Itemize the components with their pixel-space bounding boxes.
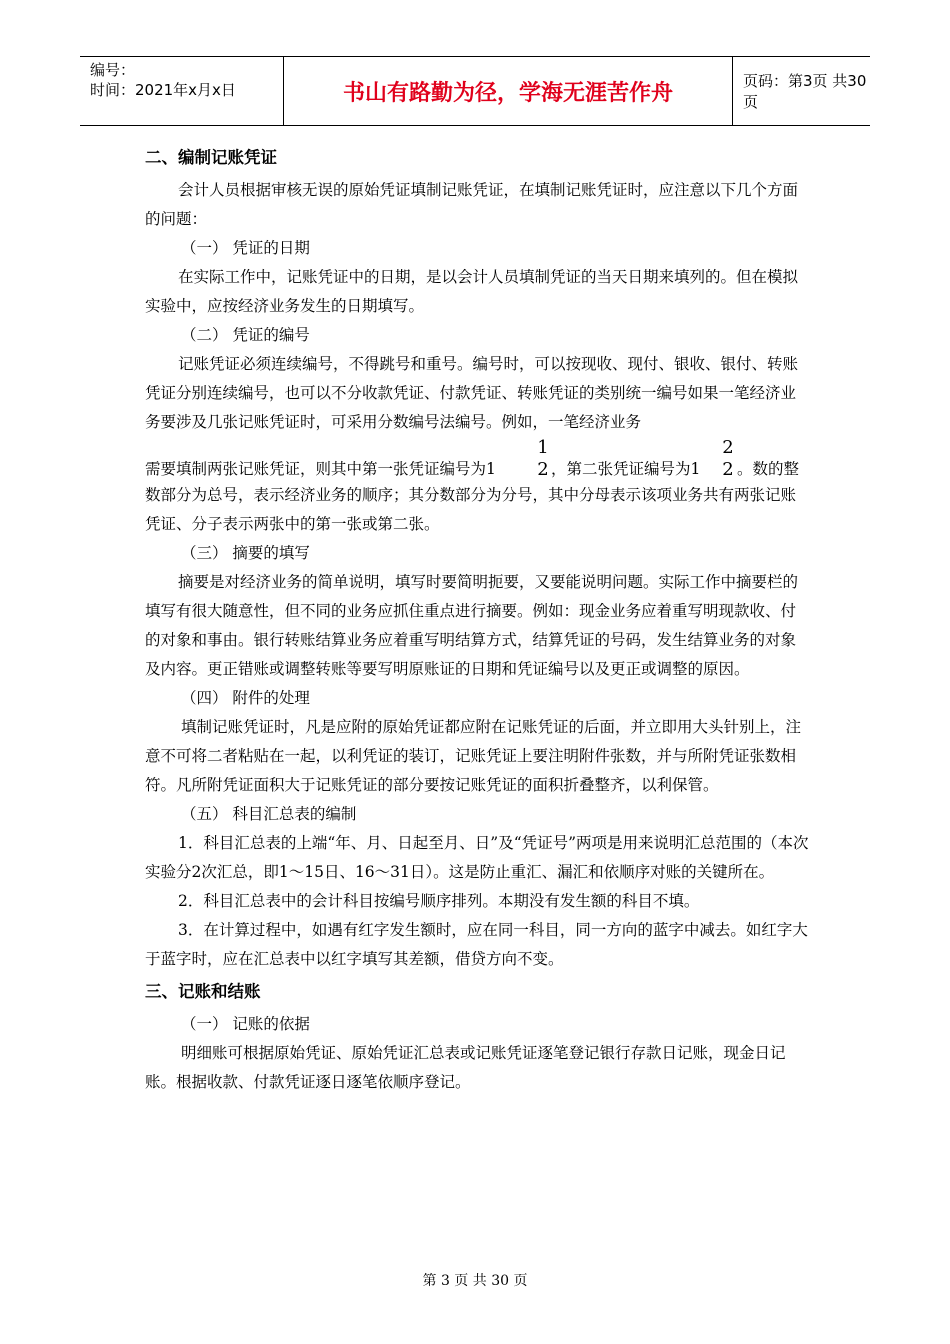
paragraph: 会计人员根据审核无误的原始凭证填制记账凭证，在填制记账凭证时，应注意以下几个方面的问题： bbox=[145, 181, 799, 228]
fraction-numerator: 1 bbox=[537, 437, 549, 458]
paragraph: 摘要是对经济业务的简单说明，填写时要简明扼要，又要能说明问题。实际工作中摘要栏的填写有很大随意性，但不同的业务应抓住重点进行摘要。例如：现金业务应着重写明现款收、付的对象和事由。银行转账结算业务应着重写明结算方式，结算凭证的号码，发生结算业务的对象及内容。更正错账或调整转账等要写明原账证的日期和凭证编号以及更正或调整的原因。 bbox=[145, 573, 799, 678]
fraction-denominator: 2 bbox=[722, 459, 734, 480]
subsection-heading: （二） 凭证的编号 bbox=[181, 326, 310, 344]
paragraph: 明细账可根据原始凭证、原始凭证汇总表或记账凭证逐笔登记银行存款日记账，现金日记账。根据收款、付款凭证逐日逐笔依顺序登记。 bbox=[145, 1044, 786, 1091]
fraction-line bbox=[145, 437, 810, 481]
text-segment: ，第二张凭证编号为1 bbox=[551, 460, 701, 478]
list-item: 2．科目汇总表中的会计科目按编号顺序排列。本期没有发生额的科目不填。 bbox=[178, 892, 700, 910]
list-item: 3．在计算过程中，如遇有红字发生额时，应在同一科目，同一方向的蓝字中减去。如红字大于蓝字时，应在汇总表中以红字填写其差额，借贷方向不变。 bbox=[145, 921, 808, 968]
paragraph: 在实际工作中，记账凭证中的日期，是以会计人员填制凭证的当天日期来填列的。但在模拟实验中，应按经济业务发生的日期填写。 bbox=[145, 268, 799, 315]
page-header bbox=[80, 56, 870, 126]
list-item: 1．科目汇总表的上端“年、月、日起至月、日”及“凭证号”两项是用来说明汇总范围的（本次实验分2次汇总，即1～15日、16～31日）。这是防止重汇、漏汇和依顺序对账的关键所在。 bbox=[145, 834, 809, 881]
fraction-1-2 bbox=[536, 437, 550, 481]
page-footer: 第 3 页 共 30 页 bbox=[422, 1273, 528, 1289]
paragraph: 记账凭证必须连续编号，不得跳号和重号。编号时，可以按现收、现付、银收、银付、转账凭证分别连续编号，也可以不分收款凭证、付款凭证、转账凭证的类别统一编号如果一笔经济业务要涉及几张记账凭证时，可采用分数编号法编号。例如，一笔经济业务 bbox=[145, 355, 799, 431]
paragraph: 数部分为总号，表示经济业务的顺序；其分数部分为分号，其中分母表示该项业务共有两张记账凭证、分子表示两张中的第一张或第二张。 bbox=[145, 486, 797, 533]
text-segment: 需要填制两张记账凭证，则其中第一张凭证编号为1 bbox=[145, 460, 496, 478]
subsection-heading: （一） 记账的依据 bbox=[181, 1015, 310, 1033]
document-date-label: 时间：2021年x月x日 bbox=[90, 81, 236, 99]
paragraph: 填制记账凭证时，凡是应附的原始凭证都应附在记账凭证的后面，并立即用大头针别上，注意不可将二者粘贴在一起，以利凭证的装订，记账凭证上要注明附件张数，并与所附凭证张数相符。凡所附凭证面积大于记账凭证的部分要按记账凭证的面积折叠整齐，以利保管。 bbox=[145, 718, 802, 794]
fraction-numerator: 2 bbox=[722, 437, 734, 458]
document-number-label: 编号： bbox=[90, 61, 136, 79]
header-left-cell bbox=[80, 57, 283, 125]
fraction-denominator: 2 bbox=[537, 459, 549, 480]
section-heading: 三、记账和结账 bbox=[145, 982, 261, 1001]
section-heading: 二、编制记账凭证 bbox=[145, 148, 277, 167]
header-page-info: 页码：第3页 共30页 bbox=[743, 72, 867, 111]
subsection-heading: （五） 科目汇总表的编制 bbox=[181, 805, 357, 823]
subsection-heading: （一） 凭证的日期 bbox=[181, 239, 310, 257]
subsection-heading: （三） 摘要的填写 bbox=[181, 544, 310, 562]
document-body bbox=[145, 140, 810, 1097]
header-motto: 书山有路勤为径，学海无涯苦作舟 bbox=[283, 57, 733, 125]
fraction-2-2 bbox=[721, 437, 735, 481]
text-segment: 。数的整 bbox=[737, 460, 800, 478]
subsection-heading: （四） 附件的处理 bbox=[181, 689, 310, 707]
